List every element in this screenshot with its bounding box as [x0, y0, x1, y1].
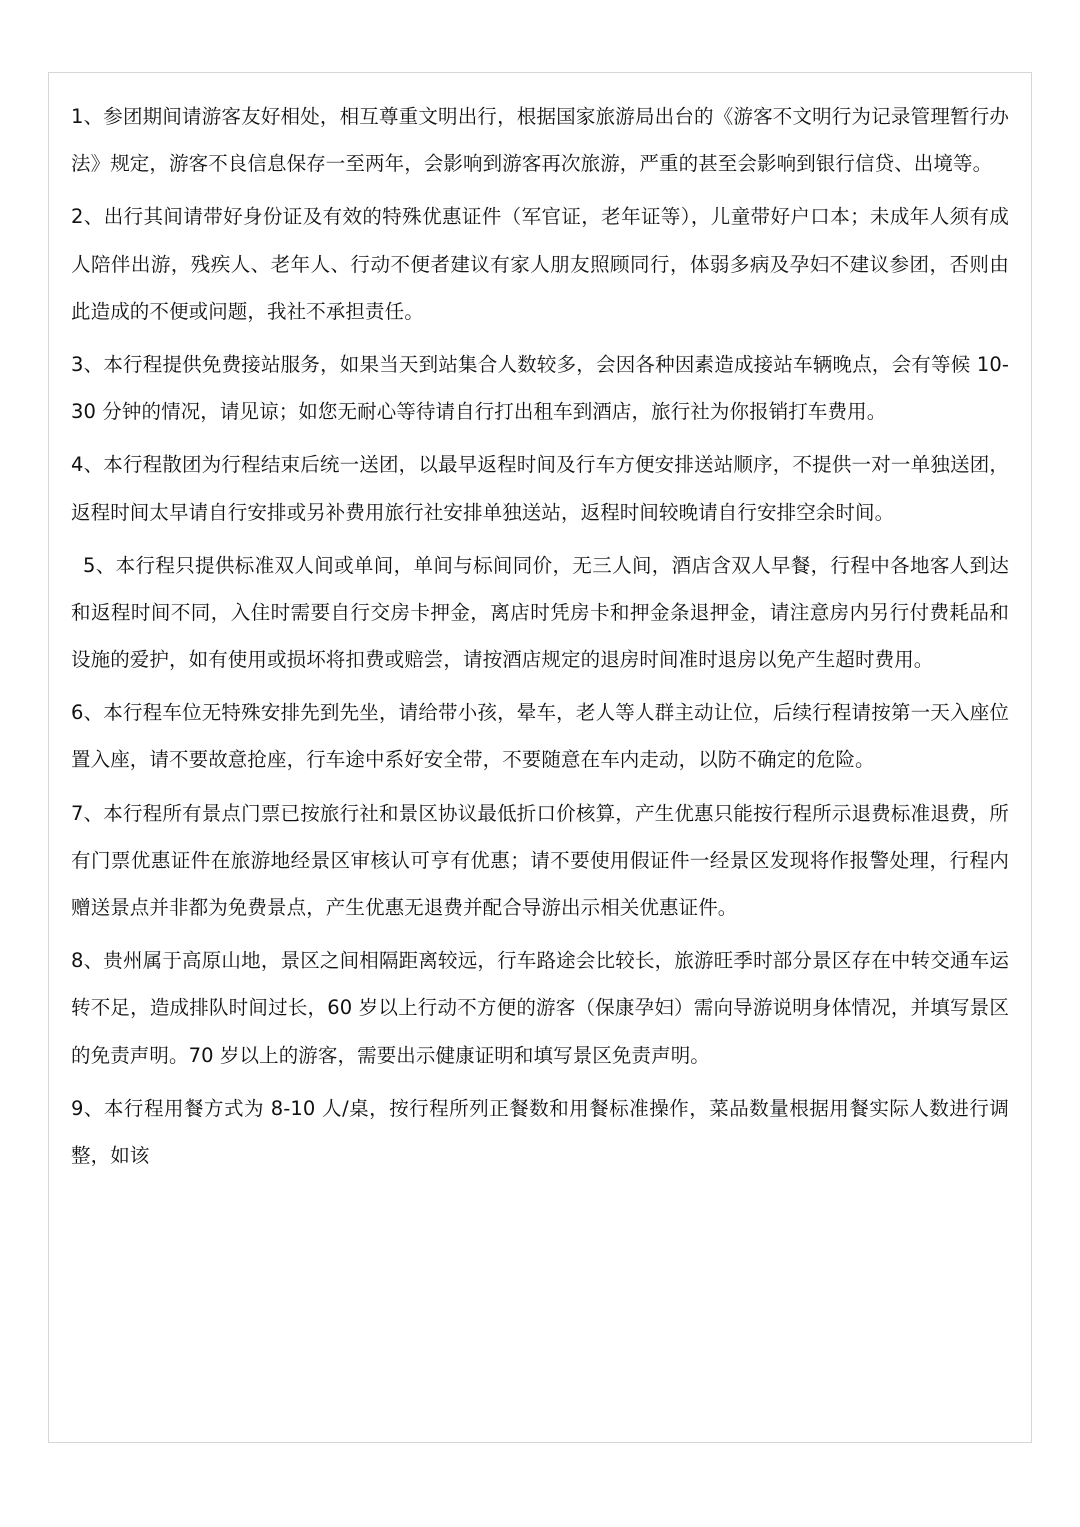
clause-item-2: 2、出行其间请带好身份证及有效的特殊优惠证件（军官证，老年证等），儿童带好户口本；未成年人须有成人陪伴出游，残疾人、老年人、行动不便者建议有家人朋友照顾同行，体弱多病及孕妇不建议参团，否则由此造成的不便或问题，我社不承担责任。	[71, 205, 1009, 323]
clause-list	[71, 93, 1009, 1179]
clause-item-6: 6、本行程车位无特殊安排先到先坐，请给带小孩，晕车，老人等人群主动让位，后续行程请按第一天入座位置入座，请不要故意抢座，行车途中系好安全带，不要随意在车内走动，以防不确定的危险。	[71, 701, 1009, 772]
clause-item-1: 1、参团期间请游客友好相处，相互尊重文明出行，根据国家旅游局出台的《游客不文明行为记录管理暂行办法》规定，游客不良信息保存一至两年，会影响到游客再次旅游，严重的甚至会影响到银行信贷、出境等。	[71, 105, 1009, 176]
clause-item-7: 7、本行程所有景点门票已按旅行社和景区协议最低折口价核算，产生优惠只能按行程所示退费标准退费，所有门票优惠证件在旅游地经景区审核认可亨有优惠；请不要使用假证件一经景区发现将作报警处理，行程内赠送景点并非都为免费景点，产生优惠无退费并配合导游出示相关优惠证件。	[71, 801, 1009, 919]
clause-item-8: 8、贵州属于高原山地，景区之间相隔距离较远，行车路途会比较长，旅游旺季时部分景区存在中转交通车运转不足，造成排队时间过长，60 岁以上行动不方便的游客（保康孕妇）需向导游说明身体情况，并填写景区的免责声明。70 岁以上的游客，需要出示健康证明和填写景区免责声明。	[71, 949, 1009, 1067]
clause-item-9: 9、本行程用餐方式为 8-10 人/桌，按行程所列正餐数和用餐标准操作，菜品数量根据用餐实际人数进行调整，如该	[71, 1096, 1009, 1167]
clause-item-4: 4、本行程散团为行程结束后统一送团，以最早返程时间及行车方便安排送站顺序，不提供一对一单独送团，返程时间太早请自行安排或另补费用旅行社安排单独送站，返程时间较晚请自行安排空余时间。	[71, 453, 1009, 524]
clause-item-5: 5、本行程只提供标准双人间或单间，单间与标间同价，无三人间，酒店含双人早餐，行程中各地客人到达和返程时间不同，入住时需要自行交房卡押金，离店时凭房卡和押金条退押金，请注意房内另行付费耗品和设施的爱护，如有使用或损坏将扣费或赔尝，请按酒店规定的退房时间准时退房以免产生超时费用。	[71, 553, 1009, 672]
clause-item-3: 3、本行程提供免费接站服务，如果当天到站集合人数较多，会因各种因素造成接站车辆晚点，会有等候 10-30 分钟的情况，请见谅；如您无耐心等待请自行打出租车到酒店，旅行社为你报销打车费用。	[71, 352, 1009, 424]
terms-table-cell	[48, 72, 1032, 1443]
